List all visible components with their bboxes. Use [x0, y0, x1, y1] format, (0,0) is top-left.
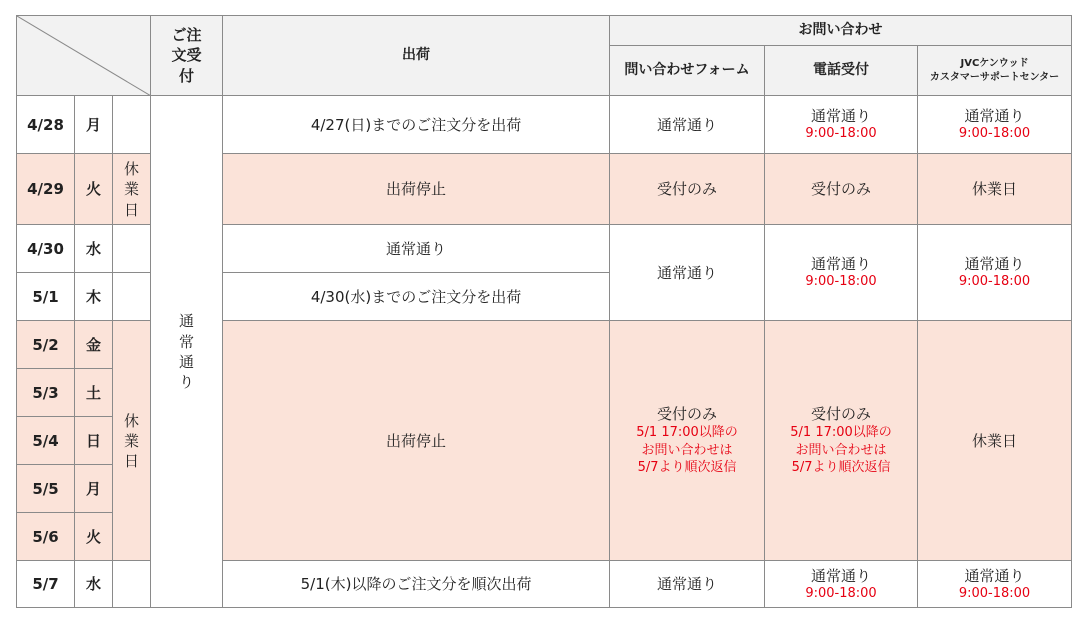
- ship-cell: 5/1(木)以降のご注文分を順次出荷: [223, 561, 610, 608]
- phone-cell: 通常通り 9:00-18:00: [765, 561, 918, 608]
- inquiry-header: お問い合わせ: [610, 16, 1072, 46]
- row-date: 5/3: [17, 369, 75, 417]
- row-weekday: 火: [75, 513, 113, 561]
- row-weekday: 日: [75, 417, 113, 465]
- shipping-header: 出荷: [223, 16, 610, 96]
- jvc-header-line1: JVCケンウッド: [960, 58, 1029, 70]
- row-weekday: 火: [75, 154, 113, 225]
- ship-cell: 出荷停止: [223, 154, 610, 225]
- holiday-cell: 休業日: [113, 321, 151, 561]
- jvc-cell: 休業日: [918, 154, 1072, 225]
- jvc-header-line2: カスタマーサポートセンター: [929, 71, 1060, 83]
- form-cell: 受付のみ 5/1 17:00以降の お問い合わせは 5/7より順次返信: [610, 321, 765, 561]
- ship-cell: 通常通り: [223, 225, 610, 273]
- row-weekday: 月: [75, 96, 113, 154]
- jvc-cell: 通常通り 9:00-18:00: [918, 561, 1072, 608]
- row-weekday: 金: [75, 321, 113, 369]
- table-row: [17, 96, 1072, 154]
- order-status-cell: 通常通り: [151, 96, 223, 608]
- form-header: 問い合わせフォーム: [610, 46, 765, 96]
- ship-cell: 4/27(日)までのご注文分を出荷: [223, 96, 610, 154]
- row-date: 5/2: [17, 321, 75, 369]
- corner-diagonal-cell: [17, 16, 151, 96]
- holiday-cell-empty: [113, 561, 151, 608]
- row-date: 5/6: [17, 513, 75, 561]
- row-weekday: 月: [75, 465, 113, 513]
- diagonal-line: [17, 16, 150, 95]
- row-date: 4/30: [17, 225, 75, 273]
- ship-cell: 出荷停止: [223, 321, 610, 561]
- holiday-cell-empty: [113, 225, 151, 273]
- holiday-cell-empty: [113, 273, 151, 321]
- row-date: 4/28: [17, 96, 75, 154]
- ship-cell: 4/30(水)までのご注文分を出荷: [223, 273, 610, 321]
- schedule-table-wrapper: [16, 15, 1072, 608]
- phone-header: 電話受付: [765, 46, 918, 96]
- row-weekday: 水: [75, 561, 113, 608]
- phone-cell: 受付のみ: [765, 154, 918, 225]
- row-date: 5/5: [17, 465, 75, 513]
- row-weekday: 水: [75, 225, 113, 273]
- order-header: ご注文受付: [151, 16, 223, 96]
- holiday-schedule-table: [16, 15, 1072, 608]
- jvc-header: [918, 46, 1072, 96]
- holiday-cell: 休業日: [113, 154, 151, 225]
- row-date: 5/7: [17, 561, 75, 608]
- jvc-cell: 通常通り 9:00-18:00: [918, 96, 1072, 154]
- form-cell: 受付のみ: [610, 154, 765, 225]
- row-date: 5/4: [17, 417, 75, 465]
- jvc-cell: 通常通り 9:00-18:00: [918, 225, 1072, 321]
- row-weekday: 木: [75, 273, 113, 321]
- form-cell: 通常通り: [610, 561, 765, 608]
- phone-cell: 受付のみ 5/1 17:00以降の お問い合わせは 5/7より順次返信: [765, 321, 918, 561]
- holiday-cell-empty: [113, 96, 151, 154]
- row-date: 5/1: [17, 273, 75, 321]
- form-cell: 通常通り: [610, 225, 765, 321]
- row-date: 4/29: [17, 154, 75, 225]
- phone-cell: 通常通り 9:00-18:00: [765, 96, 918, 154]
- form-cell: 通常通り: [610, 96, 765, 154]
- jvc-cell: 休業日: [918, 321, 1072, 561]
- row-weekday: 土: [75, 369, 113, 417]
- phone-cell: 通常通り 9:00-18:00: [765, 225, 918, 321]
